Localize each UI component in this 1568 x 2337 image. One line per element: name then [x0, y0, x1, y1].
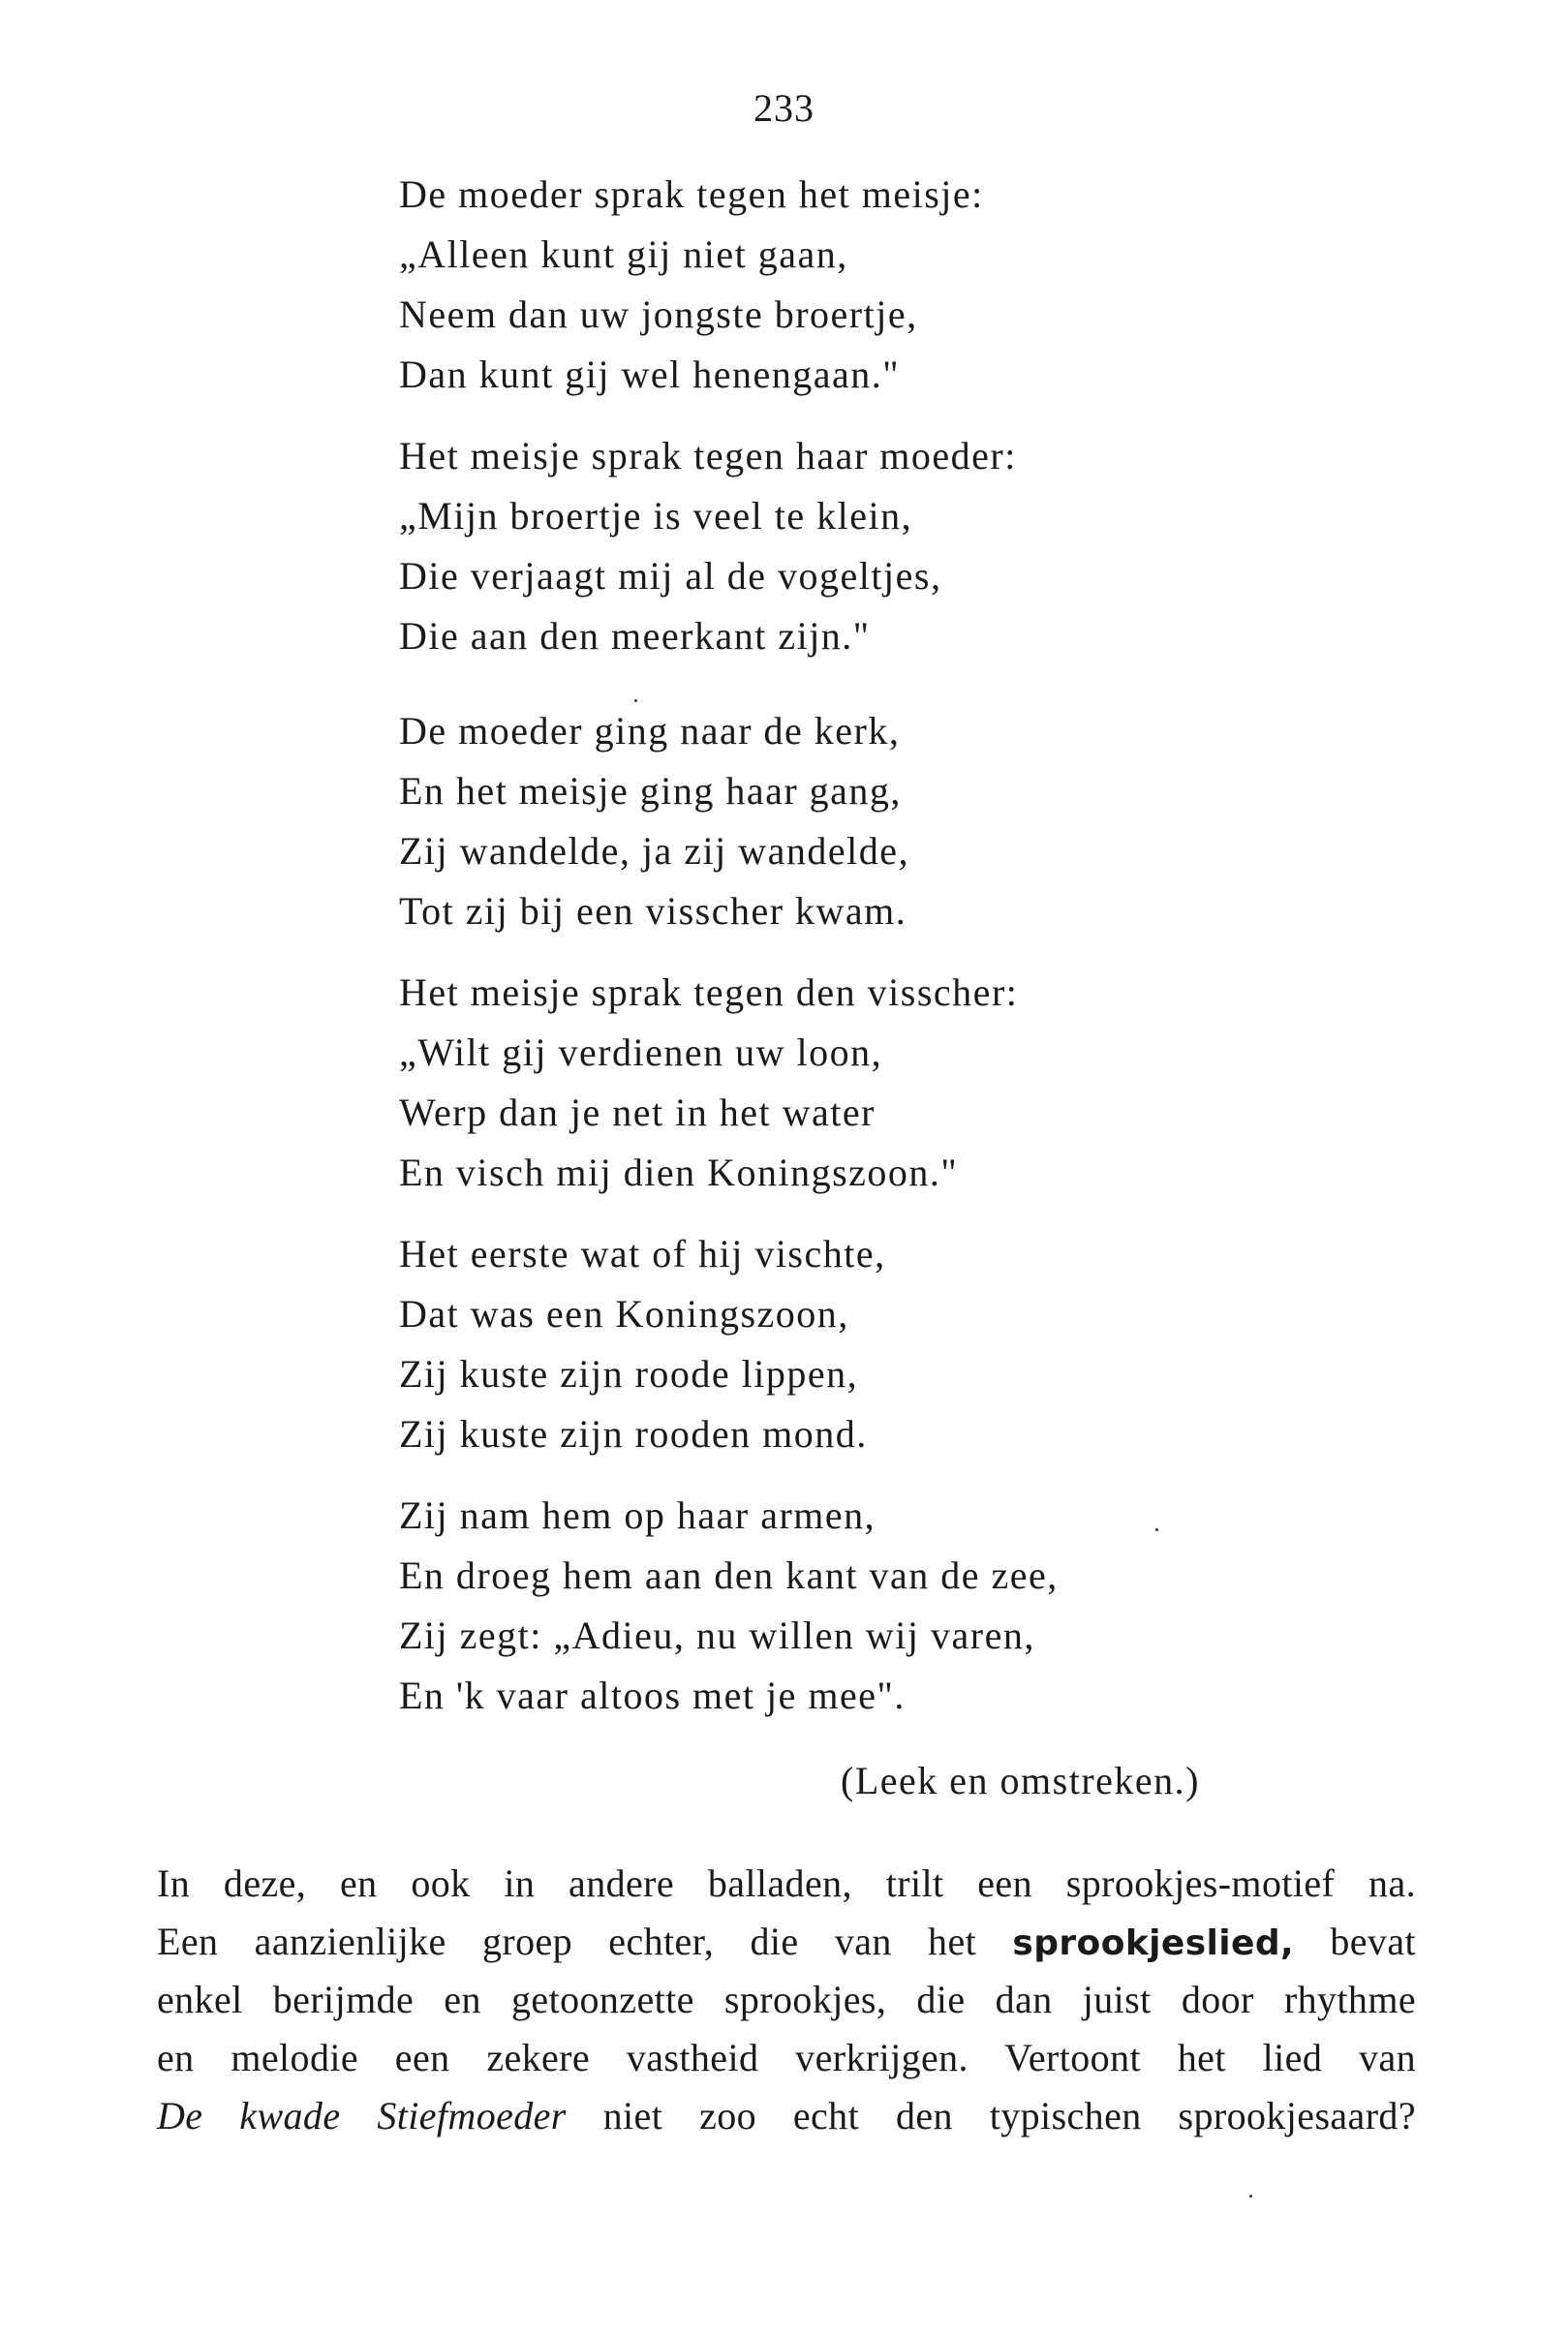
stanza-6: [399, 1486, 1232, 1726]
prose-text: Een aanzienlijke groep echter, die van het: [157, 1920, 977, 1963]
poem-line: Werp dan je net in het water: [399, 1091, 876, 1134]
poem-line: En het meisje ging haar gang,: [399, 769, 902, 813]
poem-line: Neem dan uw jongste broertje,: [399, 292, 918, 336]
prose-line: [157, 1913, 1416, 1971]
stanza-2: [399, 426, 1232, 666]
poem-line: Het meisje sprak tegen haar moeder:: [399, 434, 1017, 477]
poem: [399, 165, 1232, 1726]
prose-line: [157, 2087, 1416, 2145]
poem-line: Zij kuste zijn rooden mond.: [399, 1412, 868, 1456]
poem-line: „Wilt gij verdienen uw loon,: [399, 1030, 883, 1074]
poem-line: Zij zegt: „Adieu, nu willen wij varen,: [399, 1614, 1035, 1657]
poem-line: Dat was een Koningszoon,: [399, 1292, 849, 1336]
poem-line: „Mijn broertje is veel te klein,: [399, 494, 913, 538]
page-number: 233: [753, 86, 815, 130]
poem-line: Dan kunt gij wel henengaan.": [399, 353, 901, 396]
prose-text: bevat: [1330, 1920, 1416, 1963]
source-attribution: (Leek en omstreken.): [841, 1759, 1200, 1802]
bold-term: sprookjeslied,: [1012, 1923, 1295, 1963]
poem-line: Die verjaagt mij al de vogeltjes,: [399, 554, 942, 598]
poem-line: Het meisje sprak tegen den visscher:: [399, 970, 1019, 1014]
poem-line: Het eerste wat of hij vischte,: [399, 1232, 886, 1276]
print-speck: [1155, 1528, 1158, 1531]
stanza-3: [399, 701, 1232, 941]
prose-text: enkel berijmde en getoonzette sprookjes, die dan juist door rhythme: [157, 1978, 1416, 2021]
stanza-5: [399, 1224, 1232, 1464]
stanza-1: [399, 165, 1232, 405]
poem-line: „Alleen kunt gij niet gaan,: [399, 232, 848, 276]
poem-line: En 'k vaar altoos met je mee".: [399, 1674, 906, 1717]
poem-line: Tot zij bij een visscher kwam.: [399, 889, 907, 933]
prose-paragraph: [157, 1855, 1416, 2145]
print-speck: [1249, 2195, 1252, 2198]
poem-line: Zij nam hem op haar armen,: [399, 1493, 876, 1537]
prose-line: [157, 2029, 1416, 2087]
prose-line: [157, 1971, 1416, 2029]
poem-line: En visch mij dien Koningszoon.": [399, 1151, 959, 1194]
poem-line: Die aan den meerkant zijn.": [399, 614, 871, 658]
poem-line: Zij kuste zijn roode lippen,: [399, 1352, 859, 1396]
poem-line: De moeder ging naar de kerk,: [399, 709, 901, 753]
poem-line: De moeder sprak tegen het meisje:: [399, 172, 984, 216]
italic-title: De kwade Stiefmoeder: [157, 2094, 567, 2137]
print-speck: [634, 699, 637, 702]
poem-line: En droeg hem aan den kant van de zee,: [399, 1553, 1059, 1597]
prose-text: en melodie een zekere vastheid verkrijgen. Vertoont het lied van: [157, 2036, 1416, 2079]
prose-line: [157, 1855, 1416, 1913]
stanza-4: [399, 963, 1232, 1203]
poem-line: Zij wandelde, ja zij wandelde,: [399, 829, 910, 873]
prose-text: In deze, en ook in andere balladen, trilt een sprookjes-motief na.: [157, 1861, 1416, 1905]
prose-text: niet zoo echt den typischen sprookjesaard?: [602, 2094, 1416, 2137]
